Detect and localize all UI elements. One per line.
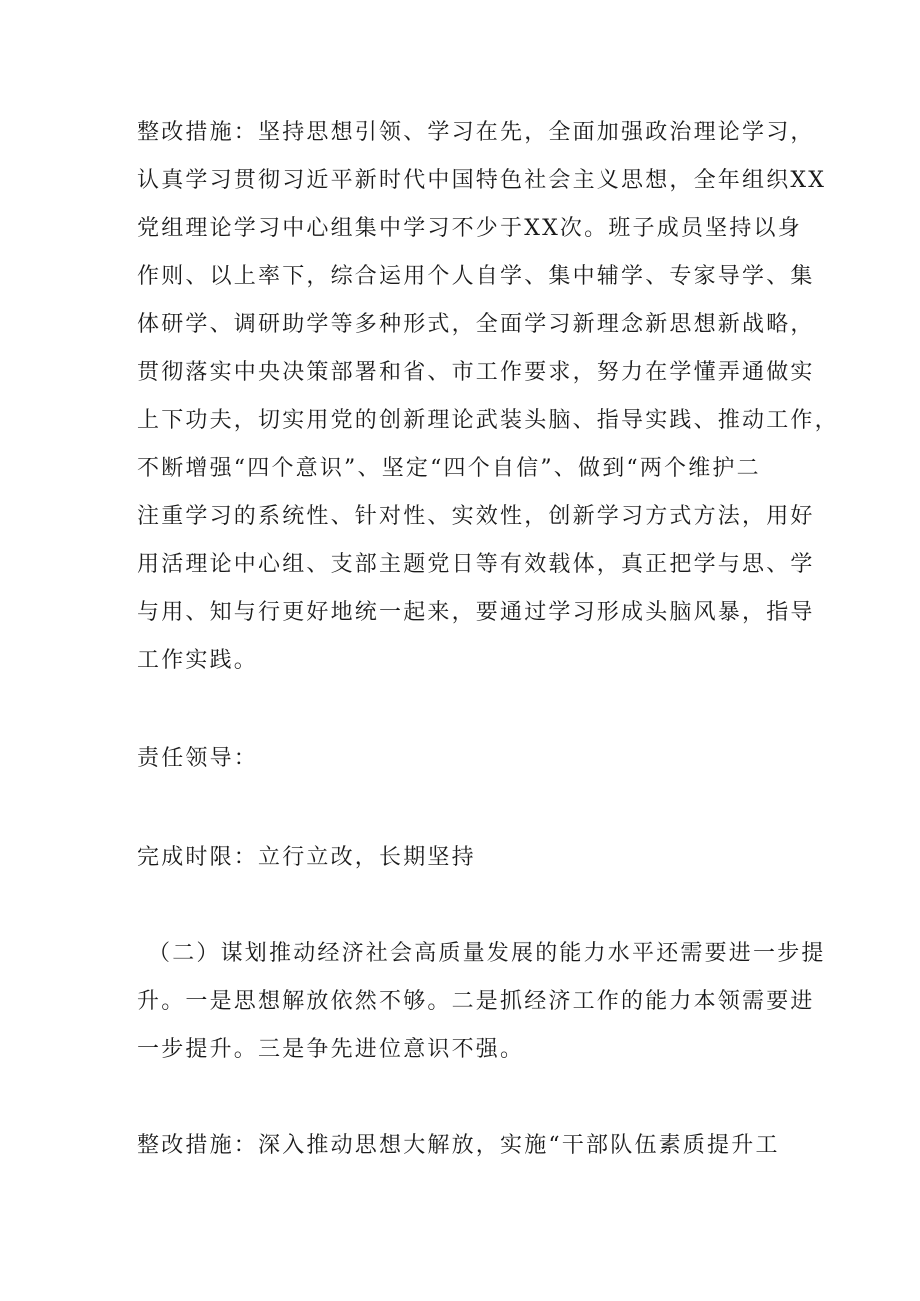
- text-line: 整改措施：深入推动思想大解放，实施“干部队伍素质提升工: [137, 1133, 780, 1158]
- text-line: 整改措施：坚持思想引领、学习在先，全面加强政治理论学习，: [137, 120, 815, 145]
- text-line: 一步提升。三是争先进位意识不强。: [137, 1037, 525, 1062]
- text-line: 体研学、调研助学等多种形式，全面学习新理念新思想新战略，: [137, 312, 815, 337]
- text-line: 贯彻落实中央决策部署和省、市工作要求，努力在学懂弄通做实: [137, 360, 815, 385]
- text-line: 认真学习贯彻习近平新时代中国特色社会主义思想，全年组织XX: [137, 168, 827, 193]
- text-line: 注重学习的系统性、针对性、实效性，创新学习方式方法，用好: [137, 504, 815, 529]
- text-line: 用活理论中心组、支部主题党日等有效载体，真正把学与思、学: [137, 552, 815, 577]
- text-line: 上下功夫，切实用党的创新理论武装头脑、指导实践、推动工作，: [137, 408, 839, 433]
- text-line: 党组理论学习中心组集中学习不少于XX次。班子成员坚持以身: [137, 216, 802, 241]
- text-line: （二）谋划推动经济社会高质量发展的能力水平还需要进一步提: [148, 941, 826, 966]
- text-line: 升。一是思想解放依然不够。二是抓经济工作的能力本领需要进: [137, 989, 815, 1014]
- text-line: 作则、以上率下，综合运用个人自学、集中辅学、专家导学、集: [137, 264, 815, 289]
- text-line: 不断增强“四个意识”、坚定“四个自信”、做到“两个维护二: [137, 456, 761, 481]
- responsible-leader-label: 责任领导：: [137, 746, 259, 771]
- deadline-line: 完成时限：立行立改，长期坚持: [137, 845, 476, 870]
- text-line: 工作实践。: [137, 648, 259, 673]
- text-line: 与用、知与行更好地统一起来，要通过学习形成头脑风暴，指导: [137, 600, 815, 625]
